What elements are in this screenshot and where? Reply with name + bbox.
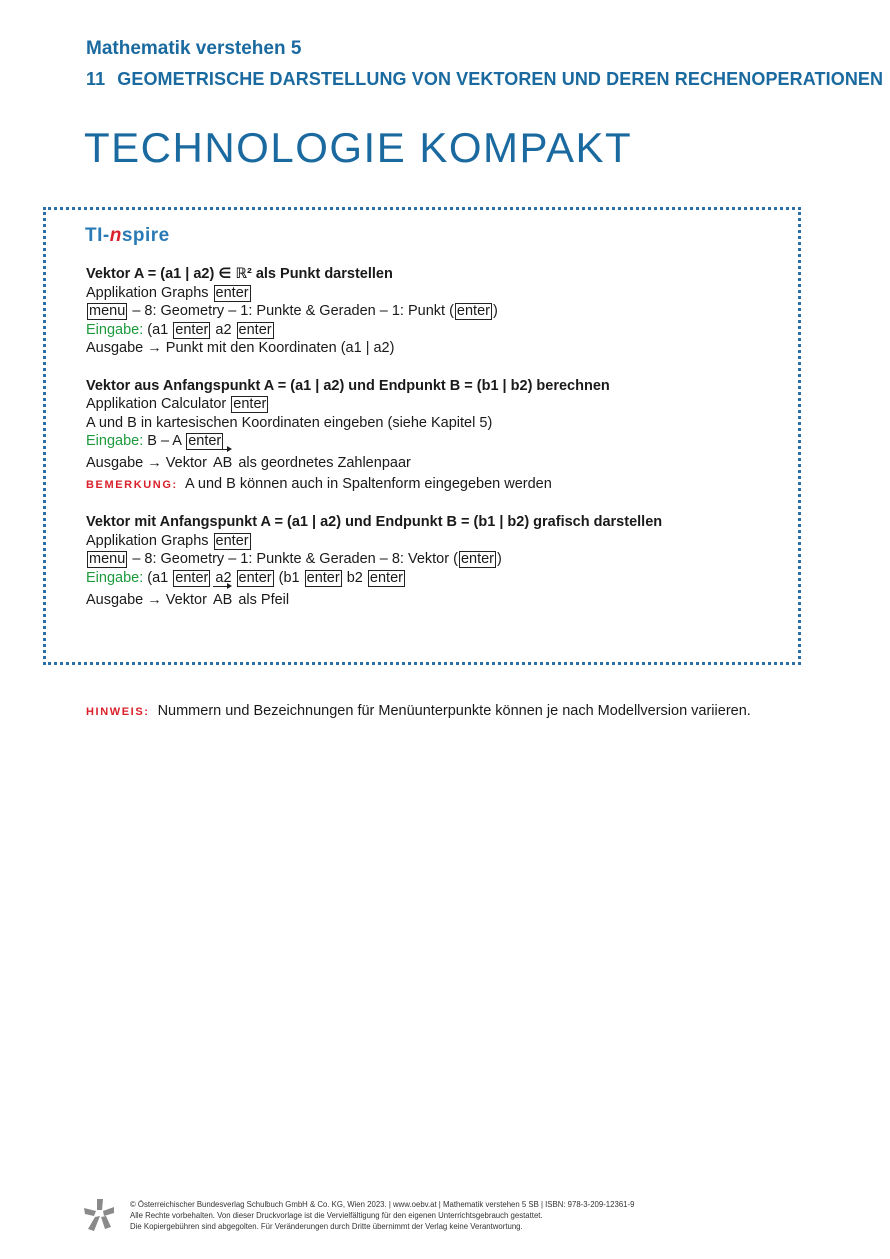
footer-line1: © Österreichischer Bundesverlag Schulbuch GmbH & Co. KG, Wien 2023. | www.oebv.at | Mathematik verstehen 5 SB | ISBN: 978-3-209-12361-9 <box>130 1200 635 1209</box>
enter-key: enter <box>369 569 403 586</box>
output-prefix: Ausgabe → Vektor <box>86 454 207 471</box>
enter-key: enter <box>215 532 249 549</box>
section1-app-text: Applikation Graphs <box>86 284 209 301</box>
input-a2: a2 <box>215 569 232 586</box>
remark-label: BEMERKUNG: <box>86 478 178 491</box>
section1-app <box>86 284 786 303</box>
input-b2: b2 <box>346 569 363 586</box>
enter-key: enter <box>188 433 222 450</box>
input-label: Eingabe: <box>86 569 144 586</box>
section2-heading: Vektor aus Anfangspunkt A = (a1 | a2) und Endpunkt B = (b1 | b2) berechnen <box>86 377 610 394</box>
enter-key: enter <box>456 303 490 320</box>
section1-output: Ausgabe → Punkt mit den Koordinaten (a1 | a2) <box>86 340 395 357</box>
box-title-prefix: TI- <box>85 225 110 246</box>
input-label: Eingabe: <box>86 433 144 450</box>
menu-key: menu <box>89 303 126 320</box>
input-label: Eingabe: <box>86 321 144 338</box>
close-paren: ) <box>492 303 498 320</box>
output-suffix: als geordnetes Zahlenpaar <box>238 454 411 471</box>
section3-heading: Vektor mit Anfangspunkt A = (a1 | a2) und Endpunkt B = (b1 | b2) grafisch darstellen <box>86 514 663 531</box>
page-title: TECHNOLOGIE KOMPAKT <box>84 124 633 171</box>
section1-menu-path: – 8: Geometry – 1: Punkte & Geraden – 1: Punkt ( <box>132 303 454 320</box>
hint-note <box>86 703 751 719</box>
section2-output <box>86 451 786 475</box>
footer <box>130 1199 634 1232</box>
section3-input <box>86 569 786 588</box>
section3-menu <box>86 550 786 569</box>
footer-line2: Alle Rechte vorbehalten. Von dieser Druckvorlage ist die Vervielfältigung für den eigenen Unterrichtsgebrauch gestattet. <box>130 1211 543 1220</box>
input-a1: (a1 <box>147 569 169 586</box>
input-expression: B – A <box>147 433 182 450</box>
enter-key: enter <box>175 321 209 338</box>
vector-ab: AB <box>213 588 232 612</box>
vector-ab: AB <box>213 451 232 475</box>
enter-key: enter <box>238 569 272 586</box>
section2-input <box>86 432 786 451</box>
section3-app-text: Applikation Graphs <box>86 532 209 549</box>
chapter-heading <box>86 69 883 90</box>
section3-menu-path: – 8: Geometry – 1: Punkte & Geraden – 8: Vektor ( <box>132 551 458 568</box>
input-a2: a2 <box>215 321 232 338</box>
enter-key: enter <box>238 321 272 338</box>
enter-key: enter <box>175 569 209 586</box>
output-suffix: als Pfeil <box>238 591 290 608</box>
input-b1: (b1 <box>278 569 300 586</box>
box-title-n: n <box>109 225 122 246</box>
input-a1: (a1 <box>147 321 169 338</box>
book-title: Mathematik verstehen 5 <box>86 38 302 59</box>
section2-text: A und B in kartesischen Koordinaten eingeben (siehe Kapitel 5) <box>86 414 493 431</box>
hint-label: HINWEIS: <box>86 706 150 718</box>
enter-key: enter <box>233 396 267 413</box>
menu-key: menu <box>89 551 126 568</box>
box-title-suffix: spire <box>121 225 170 246</box>
section1-heading: Vektor A = (a1 | a2) ∈ ℝ² als Punkt darstellen <box>86 266 393 282</box>
enter-key: enter <box>215 284 249 301</box>
box-content <box>86 265 786 612</box>
section2-app-text: Applikation Calculator <box>86 396 227 413</box>
remark-text: A und B können auch in Spaltenform eingegeben werden <box>185 475 552 492</box>
footer-line3: Die Kopiergebühren sind abgegolten. Für Veränderungen durch Dritte übernimmt der Verlag keine Verantwortung. <box>130 1222 523 1231</box>
section1-input <box>86 321 786 340</box>
section2-remark <box>86 475 786 495</box>
section3-app <box>86 532 786 551</box>
box-title <box>85 225 170 247</box>
section1-menu <box>86 302 786 321</box>
publisher-logo-icon <box>84 1199 114 1231</box>
enter-key: enter <box>460 551 494 568</box>
hint-text: Nummern und Bezeichnungen für Menüunterpunkte können je nach Modellversion variieren. <box>157 703 751 719</box>
enter-key: enter <box>306 569 340 586</box>
section2-app <box>86 395 786 414</box>
section3-output <box>86 588 786 612</box>
close-paren: ) <box>497 551 502 568</box>
output-prefix: Ausgabe → Vektor <box>86 591 207 608</box>
chapter-title: GEOMETRISCHE DARSTELLUNG VON VEKTOREN UND DEREN RECHENOPERATIONEN <box>117 69 884 89</box>
chapter-number: 11 <box>86 69 106 89</box>
